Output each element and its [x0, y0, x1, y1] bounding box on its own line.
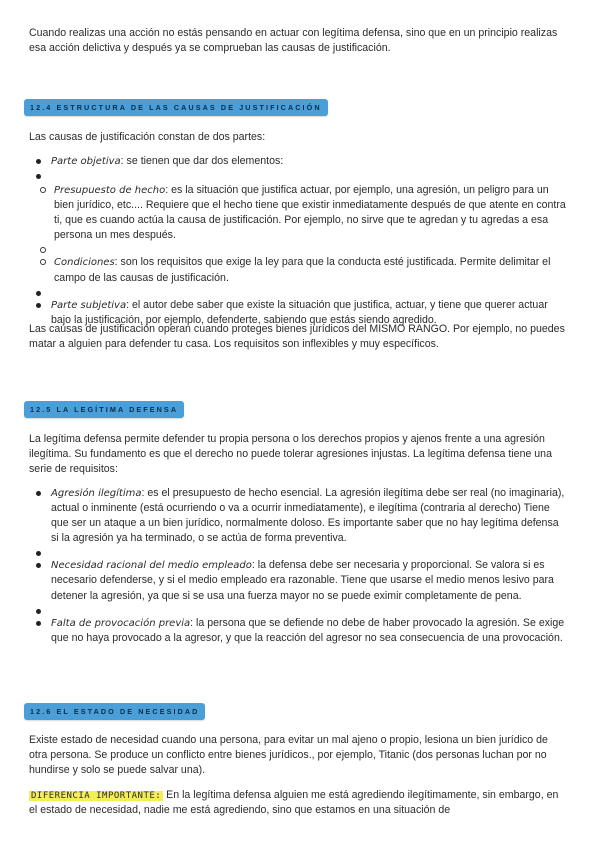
sub-list-item	[38, 255, 569, 285]
item-text: : son los requisitos que exige la ley para que la conducta esté justificada. Permite delimitar el campo de las causas de justificación.	[54, 256, 551, 284]
bullet-list-estructura	[29, 154, 569, 328]
bullet-list-requisitos	[29, 486, 569, 646]
list-item	[29, 616, 569, 646]
list-item	[29, 546, 569, 558]
section-heading-estado-necesidad: 12.6 EL ESTADO DE NECESIDAD	[24, 703, 205, 720]
section-closing: Las causas de justificación operan cuando proteges bienes jurídicos del MISMO RANGO. Por ejemplo, no puedes matar a alguien para defender tu casa. Los requisitos son inflexibles y muy específicos.	[29, 323, 565, 351]
list-item	[29, 169, 569, 286]
term-label: Falta de provocación previa	[51, 617, 191, 629]
term-label: Condiciones	[54, 257, 115, 269]
item-text: : la persona que se defiende no debe de haber provocado la agresión. Se exige que no haya provocado a la agresor, y que la reacción del agresor no sea consecuencia de una provocación.	[51, 616, 565, 644]
item-text: : se tienen que dar dos elementos:	[120, 155, 284, 167]
term-label: Parte subjetiva	[51, 299, 127, 311]
term-label: Parte objetiva	[51, 156, 121, 167]
section-heading-estructura: 12.4 ESTRUCTURA DE LAS CAUSAS DE JUSTIFICACIÓN	[24, 99, 328, 116]
difference-paragraph	[29, 788, 569, 818]
section-lead: Las causas de justificación constan de dos partes:	[29, 131, 266, 143]
item-text: : es el presupuesto de hecho esencial. La agresión ilegítima debe ser real (no imaginaria), actual o inminente (está ocurriendo o va a ocurrir inmediatamente), e ilegítima (contraria al derecho) Tiene que ser un ataque a un bien jurídico, normalmente doloso. Es importante saber que no hay legítima defensa si la agresión ya ha terminado, o se actúa de forma preventiva.	[51, 487, 565, 545]
term-label: Presupuesto de hecho	[54, 185, 166, 197]
difference-text: En la legítima defensa alguien me está agrediendo ilegítimamente, sin embargo, en el estado de necesidad, nadie me está agrediendo, sino que estamos en una situación de	[29, 789, 559, 817]
list-item	[29, 154, 569, 169]
list-item	[29, 486, 569, 546]
term-label: Necesidad racional del medio empleado	[51, 560, 252, 572]
list-item	[29, 604, 569, 616]
intro-paragraph: Cuando realizas una acción no estás pensando en actuar con legítima defensa, sino que en un principio realizas esa acción delictiva y después ya se comprueban las causas de justificación.	[29, 27, 558, 55]
sub-list-item	[38, 183, 569, 243]
list-item	[29, 558, 569, 603]
section-heading-legitima-defensa: 12.5 LA LEGÍTIMA DEFENSA	[24, 401, 184, 418]
list-item	[29, 286, 569, 298]
section-lead: Existe estado de necesidad cuando una persona, para evitar un mal ajeno o propio, lesiona un bien jurídico de otra persona. Se produce un conflicto entre bienes jurídicos., por ejemplo, Titanic (dos personas luchan por no hundirse y solo se puede salvar una).	[29, 734, 548, 777]
item-text: : es la situación que justifica actuar, por ejemplo, una agresión, un peligro para un bien jurídico, etc.... Requiere que el hecho tiene que existir inmediatamente después de que atente en contra ti, que es cuando actúa la causa de justificación. Por ejemplo, no sirve que te agredan y tu agredas a esa persona un mes después.	[54, 184, 566, 242]
term-label: Agresión ilegítima	[51, 488, 142, 499]
sub-list-item	[38, 243, 569, 255]
item-text: : la defensa debe ser necesaria y proporcional. Se valora si es necesario defenderse, y si el medio empleado era razonable. Tiene que usarse el medio menos lesivo para detener la agresión, ya que si se usa una fuerza mayor no se puede eximir completamente de pena.	[51, 559, 554, 602]
item-text: : el autor debe saber que existe la situación que justifica, actuar, y tiene que querer actuar bajo la justificación, por ejemplo, defenderte, sabiendo que estás siendo agredido.	[51, 298, 548, 326]
highlight-label: DIFERENCIA IMPORTANTE:	[31, 791, 162, 801]
section-lead: La legítima defensa permite defender tu propia persona o los derechos propios y ajenos frente a una agresión ilegítima. Su fundamento es que el derecho no puede tolerar agresiones injustas. La legítima defensa tiene una serie de requisitos:	[29, 433, 552, 476]
